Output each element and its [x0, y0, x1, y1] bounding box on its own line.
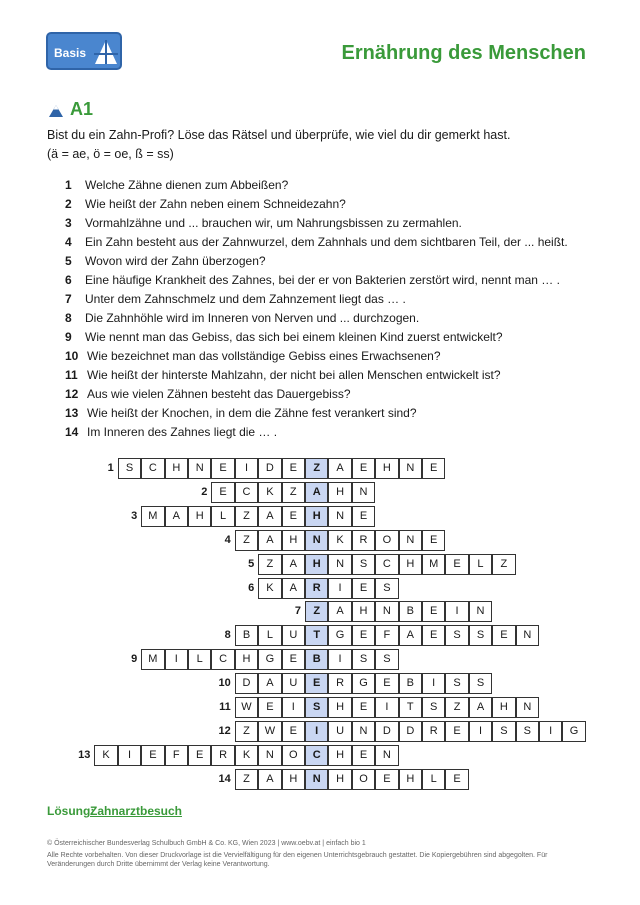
letter-cell[interactable]: E	[352, 745, 375, 766]
letter-cell[interactable]: K	[328, 530, 351, 551]
row-number: 11	[219, 701, 231, 713]
letter-cell[interactable]: A	[258, 673, 281, 694]
letter-cell[interactable]: I	[539, 721, 562, 742]
letter-cell[interactable]: A	[469, 697, 492, 718]
letter-cell[interactable]: T	[399, 697, 422, 718]
letter-cell[interactable]: E	[375, 673, 398, 694]
letter-cell[interactable]: O	[282, 745, 305, 766]
solution-cell[interactable]: T	[305, 625, 328, 646]
clue-number: 8	[65, 311, 72, 325]
clue-text: Eine häufige Krankheit des Zahnes, bei der er von Bakterien zerstört wird, nennt man … .	[85, 273, 560, 287]
letter-cell[interactable]: I	[422, 673, 445, 694]
letter-cell[interactable]: A	[282, 554, 305, 575]
letter-cell[interactable]: E	[375, 769, 398, 790]
letter-cell[interactable]: R	[352, 530, 375, 551]
clue-item	[65, 292, 406, 306]
letter-cell[interactable]: D	[258, 458, 281, 479]
solution-cell[interactable]: N	[305, 769, 328, 790]
letter-cell[interactable]: S	[352, 649, 375, 670]
letter-cell[interactable]: R	[211, 745, 234, 766]
letter-cell[interactable]: M	[141, 649, 164, 670]
solution-cell[interactable]: N	[305, 530, 328, 551]
letter-cell[interactable]: U	[282, 673, 305, 694]
letter-cell[interactable]: A	[258, 506, 281, 527]
clue-number: 7	[65, 292, 72, 306]
letter-cell[interactable]: E	[211, 458, 234, 479]
letter-cell[interactable]: B	[235, 625, 258, 646]
letter-cell[interactable]: S	[445, 673, 468, 694]
clue-number: 9	[65, 330, 72, 344]
letter-cell[interactable]: N	[188, 458, 211, 479]
letter-cell[interactable]: K	[258, 578, 281, 599]
letter-cell[interactable]: C	[211, 649, 234, 670]
letter-cell[interactable]: L	[211, 506, 234, 527]
letter-cell[interactable]: S	[492, 721, 515, 742]
clue-number: 2	[65, 197, 72, 211]
basis-logo	[46, 32, 122, 70]
row-number: 12	[218, 724, 231, 737]
letter-cell[interactable]: A	[328, 458, 351, 479]
row-number: 10	[218, 677, 231, 690]
letter-cell[interactable]: O	[375, 530, 398, 551]
clue-text: Ein Zahn besteht aus der Zahnwurzel, dem Zahnhals und dem sichtbaren Teil, der ... heißt.	[85, 235, 568, 249]
letter-cell[interactable]: H	[399, 554, 422, 575]
letter-cell[interactable]: E	[352, 697, 375, 718]
letter-cell[interactable]: E	[492, 625, 515, 646]
letter-cell[interactable]: F	[375, 625, 398, 646]
letter-cell[interactable]: N	[399, 458, 422, 479]
letter-cell[interactable]: S	[375, 578, 398, 599]
row-number: 7	[294, 605, 301, 618]
letter-cell[interactable]: I	[165, 649, 188, 670]
letter-cell[interactable]: S	[469, 625, 492, 646]
solution-cell[interactable]: I	[305, 721, 328, 742]
solution-cell[interactable]: C	[305, 745, 328, 766]
solution-cell[interactable]: B	[305, 649, 328, 670]
clue-item	[65, 178, 288, 192]
letter-cell[interactable]: N	[328, 506, 351, 527]
solution-cell[interactable]: E	[305, 673, 328, 694]
letter-cell[interactable]: W	[235, 697, 258, 718]
row-number: 9	[131, 653, 138, 666]
triangle-icon	[94, 38, 118, 66]
letter-cell[interactable]: E	[282, 721, 305, 742]
letter-cell[interactable]: E	[445, 721, 468, 742]
letter-cell[interactable]: H	[492, 697, 515, 718]
letter-cell[interactable]: N	[516, 625, 539, 646]
row-number: 13	[78, 748, 91, 761]
task-label: A1	[70, 99, 94, 119]
clue-text: Wie heißt der hinterste Mahlzahn, der nicht bei allen Menschen entwickelt ist?	[87, 368, 501, 382]
letter-cell[interactable]: E	[352, 458, 375, 479]
letter-cell[interactable]: I	[469, 721, 492, 742]
letter-cell[interactable]: H	[352, 601, 375, 622]
letter-cell[interactable]: D	[399, 721, 422, 742]
clue-item	[65, 406, 417, 420]
letter-cell[interactable]: I	[282, 697, 305, 718]
letter-cell[interactable]: A	[399, 625, 422, 646]
letter-cell[interactable]: A	[258, 530, 281, 551]
letter-cell[interactable]: B	[399, 673, 422, 694]
clue-text: Aus wie vielen Zähnen besteht das Dauergebiss?	[87, 387, 351, 401]
solution-cell[interactable]: A	[305, 482, 328, 503]
letter-cell[interactable]: S	[352, 554, 375, 575]
clue-item	[65, 349, 441, 363]
letter-cell[interactable]: R	[422, 721, 445, 742]
clue-number: 14	[65, 425, 79, 439]
letter-cell[interactable]: A	[258, 769, 281, 790]
clue-text: Wie nennt man das Gebiss, das sich bei einem kleinen Kind zuerst entwickelt?	[85, 330, 503, 344]
letter-cell[interactable]: I	[328, 649, 351, 670]
letter-cell[interactable]: K	[258, 482, 281, 503]
letter-cell[interactable]: A	[165, 506, 188, 527]
page-title: Ernährung des Menschen	[341, 42, 586, 64]
letter-cell[interactable]: D	[375, 721, 398, 742]
footer-copyright: © Österreichischer Bundesverlag Schulbuch GmbH & Co. KG, Wien 2023 | www.oebv.at | einfach bio 1	[47, 840, 366, 847]
task-hint: (ä = ae, ö = oe, ß = ss)	[47, 147, 174, 161]
letter-cell[interactable]: E	[352, 506, 375, 527]
letter-cell[interactable]: Z	[258, 554, 281, 575]
letter-cell[interactable]: E	[258, 697, 281, 718]
letter-cell[interactable]: L	[422, 769, 445, 790]
row-number: 2	[201, 485, 208, 498]
letter-cell[interactable]: N	[375, 745, 398, 766]
letter-cell[interactable]: H	[328, 769, 351, 790]
solution-cell[interactable]: Z	[305, 458, 328, 479]
letter-cell[interactable]: H	[282, 530, 305, 551]
letter-cell[interactable]: N	[399, 530, 422, 551]
clue-item	[65, 425, 277, 439]
clue-item	[65, 368, 501, 382]
letter-cell[interactable]: E	[422, 458, 445, 479]
row-number: 4	[224, 533, 231, 546]
letter-cell[interactable]: G	[562, 721, 585, 742]
letter-cell[interactable]: L	[258, 625, 281, 646]
letter-cell[interactable]: U	[328, 721, 351, 742]
letter-cell[interactable]: I	[375, 697, 398, 718]
letter-cell[interactable]: Z	[492, 554, 515, 575]
letter-cell[interactable]: C	[375, 554, 398, 575]
letter-cell[interactable]: M	[422, 554, 445, 575]
clue-text: Unter dem Zahnschmelz und dem Zahnzement liegt das … .	[85, 292, 406, 306]
letter-cell[interactable]: S	[516, 721, 539, 742]
clue-item	[65, 387, 351, 401]
letter-cell[interactable]: N	[352, 482, 375, 503]
clue-text: Wie heißt der Zahn neben einem Schneidezahn?	[85, 197, 346, 211]
letter-cell[interactable]: E	[141, 745, 164, 766]
letter-cell[interactable]: E	[422, 601, 445, 622]
letter-cell[interactable]: E	[352, 625, 375, 646]
clue-text: Wovon wird der Zahn überzogen?	[85, 254, 266, 268]
row-number: 14	[218, 772, 231, 785]
clue-item	[65, 216, 462, 230]
row-number: 5	[248, 557, 255, 570]
letter-cell[interactable]: S	[422, 697, 445, 718]
letter-cell[interactable]: C	[141, 458, 164, 479]
solution-label: Lösung:	[47, 804, 95, 818]
letter-cell[interactable]: S	[375, 649, 398, 670]
clue-number: 3	[65, 216, 72, 230]
letter-cell[interactable]: N	[375, 601, 398, 622]
letter-cell[interactable]: H	[282, 769, 305, 790]
footer-rights: Alle Rechte vorbehalten. Von dieser Druckvorlage ist die Vervielfältigung für den eigenen Unterrichtsgebrauch gestattet. Die Kopiergebühren sind abgegolten. Für Veränderungen durch Dritte übernimmt der Verlag keine Verantwortung.	[47, 852, 548, 868]
letter-cell[interactable]: G	[352, 673, 375, 694]
clue-number: 5	[65, 254, 72, 268]
row-number: 3	[131, 509, 138, 522]
solution-value: Zahnarztbesuch	[90, 804, 183, 818]
letter-cell[interactable]: E	[282, 458, 305, 479]
letter-cell[interactable]: H	[165, 458, 188, 479]
letter-cell[interactable]: K	[94, 745, 117, 766]
mountain-icon	[48, 104, 64, 118]
solution-cell[interactable]: R	[305, 578, 328, 599]
logo-text: Basis	[54, 46, 87, 60]
letter-cell[interactable]: H	[328, 745, 351, 766]
clue-text: Vormahlzähne und ... brauchen wir, um Nahrungsbissen zu zermahlen.	[85, 216, 462, 230]
clue-number: 1	[65, 178, 72, 192]
letter-cell[interactable]: N	[469, 601, 492, 622]
letter-cell[interactable]: M	[141, 506, 164, 527]
solution-cell[interactable]: Z	[305, 601, 328, 622]
solution-cell[interactable]: H	[305, 554, 328, 575]
letter-cell[interactable]: L	[188, 649, 211, 670]
letter-cell[interactable]: C	[235, 482, 258, 503]
letter-cell[interactable]: Z	[235, 721, 258, 742]
clue-number: 13	[65, 406, 79, 420]
clue-item	[65, 311, 419, 325]
letter-cell[interactable]: H	[328, 697, 351, 718]
letter-cell[interactable]: E	[188, 745, 211, 766]
clue-item	[65, 273, 560, 287]
clue-number: 12	[65, 387, 79, 401]
row-number: 1	[107, 462, 114, 474]
letter-cell[interactable]: N	[516, 697, 539, 718]
letter-cell[interactable]: E	[282, 506, 305, 527]
letter-cell[interactable]: E	[422, 625, 445, 646]
solution-cell[interactable]: H	[305, 506, 328, 527]
letter-cell[interactable]: D	[235, 673, 258, 694]
letter-cell[interactable]: E	[211, 482, 234, 503]
letter-cell[interactable]: H	[399, 769, 422, 790]
letter-cell[interactable]: W	[258, 721, 281, 742]
clue-number: 6	[65, 273, 72, 287]
clue-text: Im Inneren des Zahnes liegt die … .	[87, 425, 278, 439]
letter-cell[interactable]: H	[235, 649, 258, 670]
letter-cell[interactable]: F	[165, 745, 188, 766]
letter-cell[interactable]: U	[282, 625, 305, 646]
letter-cell[interactable]: O	[352, 769, 375, 790]
clue-item	[65, 197, 346, 211]
letter-cell[interactable]: Z	[235, 530, 258, 551]
letter-cell[interactable]: N	[258, 745, 281, 766]
letter-cell[interactable]: S	[469, 673, 492, 694]
letter-cell[interactable]: A	[328, 601, 351, 622]
clue-item	[65, 235, 568, 249]
letter-cell[interactable]: H	[375, 458, 398, 479]
letter-cell[interactable]: E	[445, 769, 468, 790]
letter-cell[interactable]: G	[328, 625, 351, 646]
letter-cell[interactable]: Z	[235, 506, 258, 527]
clue-text: Die Zahnhöhle wird im Inneren von Nerven und ... durchzogen.	[85, 311, 420, 325]
task-instruction: Bist du ein Zahn-Profi? Löse das Rätsel und überprüfe, wie viel du dir gemerkt hast.	[47, 128, 511, 142]
clue-number: 10	[65, 349, 79, 363]
row-number: 6	[248, 581, 255, 594]
letter-cell[interactable]: Z	[235, 769, 258, 790]
letter-cell[interactable]: Z	[282, 482, 305, 503]
letter-cell[interactable]: Z	[445, 697, 468, 718]
letter-cell[interactable]: E	[445, 554, 468, 575]
clue-text: Welche Zähne dienen zum Abbeißen?	[85, 178, 289, 192]
clue-text: Wie heißt der Knochen, in dem die Zähne fest verankert sind?	[87, 406, 417, 420]
letter-cell[interactable]: I	[235, 458, 258, 479]
letter-cell[interactable]: N	[352, 721, 375, 742]
clue-item	[65, 330, 503, 344]
letter-cell[interactable]: E	[282, 649, 305, 670]
clue-item	[65, 254, 266, 268]
letter-cell[interactable]: I	[445, 601, 468, 622]
letter-cell[interactable]: E	[422, 530, 445, 551]
letter-cell[interactable]: A	[282, 578, 305, 599]
letter-cell[interactable]: H	[328, 482, 351, 503]
letter-cell[interactable]: I	[118, 745, 141, 766]
letter-cell[interactable]: S	[118, 458, 141, 479]
row-number: 8	[224, 629, 231, 642]
letter-cell[interactable]: L	[469, 554, 492, 575]
letter-cell[interactable]: H	[188, 506, 211, 527]
letter-cell[interactable]: K	[235, 745, 258, 766]
clue-number: 11	[65, 368, 78, 382]
letter-cell[interactable]: G	[258, 649, 281, 670]
letter-cell[interactable]: R	[328, 673, 351, 694]
solution-cell[interactable]: S	[305, 697, 328, 718]
letter-cell[interactable]: I	[328, 578, 351, 599]
clue-number: 4	[65, 235, 72, 249]
letter-cell[interactable]: B	[399, 601, 422, 622]
letter-cell[interactable]: E	[352, 578, 375, 599]
letter-cell[interactable]: N	[328, 554, 351, 575]
letter-cell[interactable]: S	[445, 625, 468, 646]
clue-text: Wie bezeichnet man das vollständige Gebiss eines Erwachsenen?	[87, 349, 441, 363]
